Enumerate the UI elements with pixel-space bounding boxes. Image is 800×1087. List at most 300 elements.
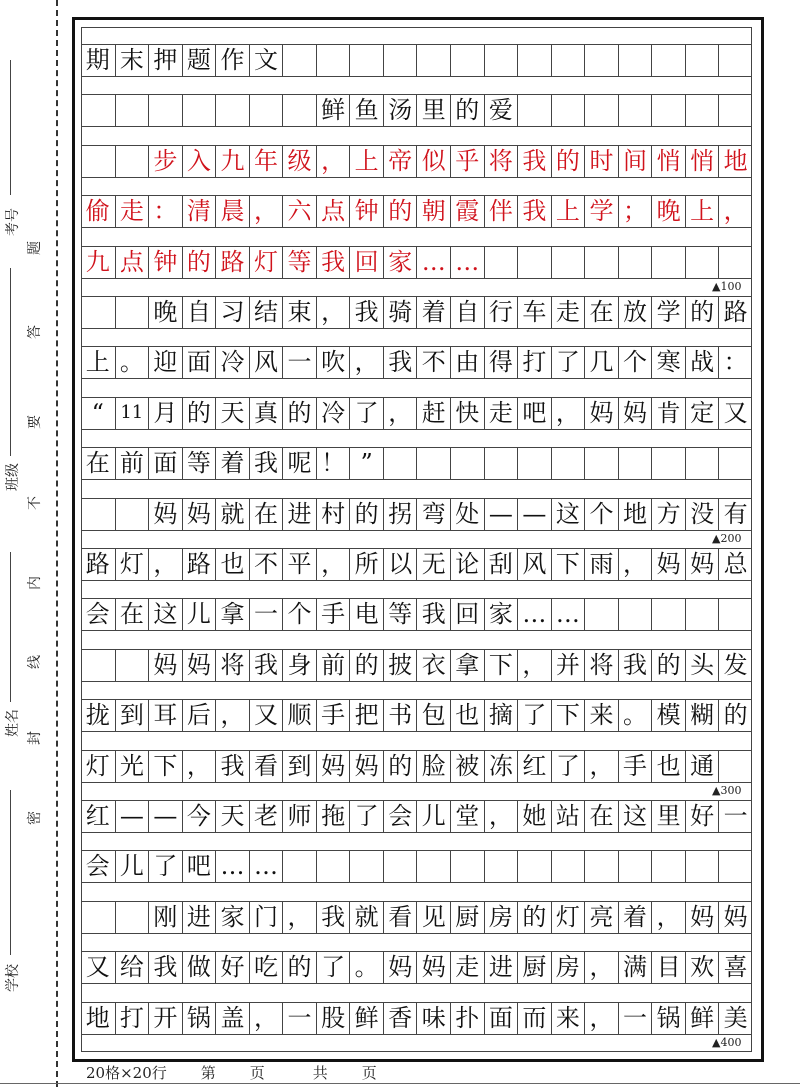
grid-cell: 末 [115, 45, 149, 76]
grid-cell [115, 650, 149, 681]
grid-cell: 路 [85, 550, 110, 578]
grid-cell: 车 [517, 297, 551, 328]
grid-cell [618, 851, 652, 882]
grid-cell: 披 [383, 650, 417, 681]
grid-cell [618, 599, 652, 630]
grid-cell: 行 [484, 297, 518, 328]
grid-cell: 以 [383, 549, 417, 580]
grid-row [81, 145, 752, 178]
grid-cell: 结 [249, 297, 283, 328]
grid-cell: 里 [416, 95, 450, 126]
grid-cell: 家 [484, 599, 518, 630]
grid-row [81, 901, 752, 934]
grid-cell: 的 [450, 95, 484, 126]
grid-cell: 悄 [651, 146, 685, 177]
grid-cell: 到 [282, 751, 316, 782]
grid-cell: 的 [651, 650, 685, 681]
grid-cell: 了 [551, 347, 585, 378]
composition-grid-frame [81, 27, 752, 1052]
grid-cell: 的 [718, 700, 752, 731]
grid-cell: 钟 [349, 196, 383, 227]
grid-cell: 方 [651, 499, 685, 530]
grid-cell: 股 [316, 1003, 350, 1034]
grid-cell: 又 [718, 398, 752, 429]
grid-cell: ， [182, 751, 216, 782]
grid-cell [517, 851, 551, 882]
grid-cell [651, 448, 685, 479]
grid-cell: 了 [517, 700, 551, 731]
grid-cell: 着 [215, 448, 249, 479]
grid-cell: 进 [484, 952, 518, 983]
grid-cell: 时 [584, 146, 618, 177]
grid-cell: 我 [249, 650, 283, 681]
grid-cell [618, 45, 652, 76]
grid-cell: 老 [249, 801, 283, 832]
grid-cell: 手 [316, 599, 350, 630]
grid-cell: 地 [618, 499, 652, 530]
grid-cell: ， [551, 398, 585, 429]
school-label: 学校 [5, 964, 21, 992]
grid-cell: 冻 [484, 751, 518, 782]
grid-cell [584, 599, 618, 630]
grid-cell: ， [349, 347, 383, 378]
grid-cell: 到 [115, 700, 149, 731]
grid-cell: 我 [416, 599, 450, 630]
grid-cell: — [517, 499, 551, 530]
grid-cell: 妈 [182, 499, 216, 530]
grid-cell: 前 [316, 650, 350, 681]
grid-cell: 发 [718, 650, 752, 681]
grid-cell [718, 247, 752, 278]
grid-cell [685, 448, 719, 479]
grid-cell: ， [584, 1003, 618, 1034]
school-underline [10, 790, 11, 955]
grid-cell: 通 [685, 751, 719, 782]
grid-cell: ， [148, 549, 182, 580]
grid-cell: 天 [215, 398, 249, 429]
grid-cell: 拿 [450, 650, 484, 681]
grid-cell [115, 297, 149, 328]
grid-cell [517, 95, 551, 126]
grid-cell [651, 247, 685, 278]
grid-cell: … [416, 247, 450, 278]
name-underline [10, 552, 11, 702]
grid-cell: 妈 [316, 751, 350, 782]
grid-cell [584, 247, 618, 278]
grid-cell: 鱼 [349, 95, 383, 126]
grid-cell: 家 [215, 902, 249, 933]
grid-cell: 并 [551, 650, 585, 681]
grid-cell [416, 851, 450, 882]
grid-cell [685, 45, 719, 76]
grid-cell: 冷 [215, 347, 249, 378]
grid-cell: 风 [517, 549, 551, 580]
grid-cell: 题 [182, 45, 216, 76]
name-label: 姓名 [5, 709, 21, 737]
grid-cell: 了 [349, 398, 383, 429]
grid-cell: 面 [148, 448, 182, 479]
grid-cell: 门 [249, 902, 283, 933]
grid-cell: 家 [383, 247, 417, 278]
grid-cell: 等 [383, 599, 417, 630]
grid-cell: 拢 [85, 701, 110, 730]
grid-cell [484, 851, 518, 882]
grid-cell: 妈 [651, 549, 685, 580]
grid-cell: 进 [282, 499, 316, 530]
grid-cell [450, 448, 484, 479]
grid-cell: 的 [182, 247, 216, 278]
grid-cell: 11 [115, 398, 149, 429]
grid-cell: 一 [282, 1003, 316, 1034]
grid-cell [115, 499, 149, 530]
grid-cell: 乎 [450, 146, 484, 177]
grid-cell: 就 [349, 902, 383, 933]
word-count-marker: ▲300 [712, 783, 742, 797]
grid-cell: … [215, 851, 249, 882]
grid-cell: 上 [85, 348, 110, 377]
grid-cell: 一 [618, 1003, 652, 1034]
grid-cell: 弯 [416, 499, 450, 530]
grid-cell [618, 247, 652, 278]
grid-cell: 满 [618, 952, 652, 983]
grid-cell: 锅 [651, 1003, 685, 1034]
grid-row [81, 498, 752, 531]
grid-cell: 站 [551, 801, 585, 832]
grid-cell: ， [316, 549, 350, 580]
grid-row [81, 397, 752, 430]
grid-cell: 给 [115, 952, 149, 983]
grid-cell [81, 902, 115, 933]
grid-cell: 了 [349, 801, 383, 832]
grid-cell: 上 [685, 196, 719, 227]
grid-cell: 在 [249, 499, 283, 530]
grid-cell: 了 [551, 751, 585, 782]
grid-cell: 的 [383, 751, 417, 782]
grid-cell: 寒 [651, 347, 685, 378]
grid-cell: 个 [618, 347, 652, 378]
grid-cell: 前 [115, 448, 149, 479]
grid-cell: 糊 [685, 700, 719, 731]
grid-cell: 而 [517, 1003, 551, 1034]
grid-cell [81, 499, 115, 530]
grid-cell: 快 [450, 398, 484, 429]
grid-cell: 手 [618, 751, 652, 782]
class-label: 班级 [5, 463, 21, 491]
grid-cell: 回 [349, 247, 383, 278]
grid-cell: 会 [383, 801, 417, 832]
grid-cell: 又 [249, 700, 283, 731]
grid-cell: 着 [416, 297, 450, 328]
grid-cell: 美 [718, 1003, 752, 1034]
grid-cell: ， [584, 751, 618, 782]
grid-cell: 上 [349, 146, 383, 177]
seal-char: 不 [27, 496, 43, 510]
grid-cell: 着 [618, 902, 652, 933]
seal-char: 答 [27, 325, 43, 339]
grid-cell: 头 [685, 650, 719, 681]
grid-cell: 我 [349, 297, 383, 328]
grid-cell: 帝 [383, 146, 417, 177]
grid-cell: 朝 [416, 196, 450, 227]
grid-cell: 的 [349, 650, 383, 681]
grid-cell: 香 [383, 1003, 417, 1034]
grid-cell: 。 [115, 347, 149, 378]
word-count-marker: ▲100 [712, 279, 742, 293]
grid-cell: ， [316, 146, 350, 177]
grid-cell: 六 [282, 196, 316, 227]
grid-cell: 骑 [383, 297, 417, 328]
grid-cell [551, 95, 585, 126]
grid-cell: 回 [450, 599, 484, 630]
grid-cell: 拖 [316, 801, 350, 832]
grid-cell: 将 [215, 650, 249, 681]
grid-cell: 妈 [349, 751, 383, 782]
grid-cell: ： [148, 196, 182, 227]
grid-cell: ， [316, 297, 350, 328]
grid-cell: 儿 [115, 851, 149, 882]
grid-cell: 面 [182, 347, 216, 378]
grid-cell: 又 [85, 953, 110, 982]
grid-cell: 妈 [685, 902, 719, 933]
grid-cell [416, 448, 450, 479]
grid-cell [517, 247, 551, 278]
grid-cell [718, 448, 752, 479]
grid-cell: 年 [249, 146, 283, 177]
grid-cell [450, 45, 484, 76]
grid-cell: 走 [551, 297, 585, 328]
grid-cell: 我 [383, 347, 417, 378]
grid-cell: 我 [249, 448, 283, 479]
grid-cell: 。 [618, 700, 652, 731]
grid-cell: ” [349, 448, 383, 479]
grid-cell [685, 851, 719, 882]
grid-cell: 妈 [416, 952, 450, 983]
grid-cell: 我 [215, 751, 249, 782]
grid-cell: 面 [484, 1003, 518, 1034]
grid-cell: 妈 [148, 499, 182, 530]
grid-cell: ； [618, 196, 652, 227]
seal-dashed-line [56, 0, 58, 1087]
sheet-footer [86, 1062, 411, 1083]
grid-cell: — [115, 801, 149, 832]
grid-cell [383, 448, 417, 479]
grid-cell: 她 [517, 801, 551, 832]
grid-cell: 村 [316, 499, 350, 530]
grid-cell: ： [718, 347, 752, 378]
grid-cell [81, 146, 115, 177]
grid-cell [651, 45, 685, 76]
grid-cell: 我 [517, 196, 551, 227]
grid-cell: 九 [215, 146, 249, 177]
grid-cell: 似 [416, 146, 450, 177]
grid-cell: 伴 [484, 196, 518, 227]
grid-cell: 等 [182, 448, 216, 479]
grid-cell: 一 [249, 599, 283, 630]
grid-cell: 房 [551, 952, 585, 983]
grid-cell [551, 851, 585, 882]
grid-cell: 了 [148, 851, 182, 882]
grid-cell: 打 [115, 1003, 149, 1034]
grid-cell [584, 448, 618, 479]
grid-cell [651, 851, 685, 882]
seal-char: 线 [27, 655, 43, 669]
grid-cell [349, 851, 383, 882]
grid-cell: 刚 [148, 902, 182, 933]
grid-cell: 看 [249, 751, 283, 782]
grid-cell [517, 448, 551, 479]
grid-cell [249, 95, 283, 126]
grid-cell: ， [484, 801, 518, 832]
grid-cell: ， [651, 902, 685, 933]
exam-number-underline [10, 60, 11, 195]
grid-cell: 得 [484, 347, 518, 378]
grid-cell [718, 751, 752, 782]
grid-cell: 将 [584, 650, 618, 681]
grid-cell: 在 [584, 801, 618, 832]
grid-cell: 一 [282, 347, 316, 378]
page-label: 第 [200, 1064, 216, 1082]
grid-cell: 晚 [651, 196, 685, 227]
grid-cell: 个 [584, 499, 618, 530]
grid-cell [718, 95, 752, 126]
grid-cell: “ [91, 398, 104, 427]
grid-cell: 妈 [148, 650, 182, 681]
grid-cell: 把 [349, 700, 383, 731]
grid-cell: ， [618, 549, 652, 580]
grid-cell: 总 [718, 549, 752, 580]
grid-cell: 味 [416, 1003, 450, 1034]
grid-cell: 在 [584, 297, 618, 328]
grid-cell: 会 [85, 600, 110, 629]
grid-row [81, 447, 752, 480]
grid-cell: 级 [282, 146, 316, 177]
exam-number-label: 考号 [5, 208, 21, 236]
grid-cell: 走 [450, 952, 484, 983]
grid-cell: 自 [182, 297, 216, 328]
grid-cell: 天 [215, 801, 249, 832]
grid-cell [81, 650, 115, 681]
grid-cell [215, 95, 249, 126]
grid-cell: … [551, 599, 585, 630]
grid-cell: 在 [115, 599, 149, 630]
grid-cell: 灯 [85, 751, 110, 780]
grid-cell: 这 [618, 801, 652, 832]
grid-cell: 拿 [215, 599, 249, 630]
grid-cell [484, 247, 518, 278]
grid-cell: 吧 [517, 398, 551, 429]
grid-cell: 打 [517, 347, 551, 378]
grid-cell: 这 [148, 599, 182, 630]
seal-char: 内 [27, 576, 43, 590]
grid-cell: 下 [148, 751, 182, 782]
grid-cell: 的 [383, 196, 417, 227]
grid-cell [416, 45, 450, 76]
grid-cell: 儿 [416, 801, 450, 832]
grid-cell: 就 [215, 499, 249, 530]
grid-cell: 喜 [718, 952, 752, 983]
grid-cell: 押 [148, 45, 182, 76]
grid-row [81, 44, 752, 77]
grid-cell: 进 [182, 902, 216, 933]
grid-cell [450, 851, 484, 882]
word-count-marker: ▲200 [712, 531, 742, 545]
grid-row [81, 800, 752, 833]
grid-cell [383, 851, 417, 882]
grid-cell: 吹 [316, 347, 350, 378]
grid-cell: 的 [551, 146, 585, 177]
grid-cell [618, 95, 652, 126]
word-count-marker: ▲400 [712, 1035, 742, 1049]
grid-row [81, 951, 752, 984]
grid-cell [685, 599, 719, 630]
grid-cell: 脸 [416, 751, 450, 782]
grid-cell: 平 [282, 549, 316, 580]
grid-cell: 地 [718, 146, 752, 177]
grid-cell: 。 [349, 952, 383, 983]
grid-cell: 肯 [651, 398, 685, 429]
grid-cell: 定 [685, 398, 719, 429]
grid-row [81, 548, 752, 581]
grid-cell: 自 [450, 297, 484, 328]
grid-cell: 学 [651, 297, 685, 328]
grid-cell: ， [383, 398, 417, 429]
grid-cell [551, 247, 585, 278]
grid-cell: ， [584, 952, 618, 983]
grid-cell: 妈 [718, 902, 752, 933]
grid-cell: 妈 [618, 398, 652, 429]
grid-cell: 风 [249, 347, 283, 378]
grid-cell: 束 [282, 297, 316, 328]
grid-cell: 学 [584, 196, 618, 227]
grid-cell: 地 [85, 1003, 110, 1032]
seal-char: 封 [27, 731, 43, 745]
grid-cell: 手 [316, 700, 350, 731]
grid-cell: 由 [450, 347, 484, 378]
grid-cell: ， [517, 650, 551, 681]
grid-cell: 妈 [182, 650, 216, 681]
grid-cell: 没 [685, 499, 719, 530]
grid-row [81, 346, 752, 379]
grid-cell [618, 448, 652, 479]
grid-cell [685, 95, 719, 126]
grid-row [81, 598, 752, 631]
grid-cell: 一 [718, 801, 752, 832]
grid-cell: 见 [416, 902, 450, 933]
grid-row [81, 750, 752, 783]
grid-cell: 冷 [316, 398, 350, 429]
grid-row [81, 195, 752, 228]
grid-cell: — [484, 499, 518, 530]
grid-cell: 今 [182, 801, 216, 832]
grid-cell: 呢 [282, 448, 316, 479]
grid-cell: 路 [718, 297, 752, 328]
grid-row [81, 296, 752, 329]
page-unit: 页 [249, 1064, 265, 1082]
grid-cell: 扑 [450, 1003, 484, 1034]
grid-cell: 论 [450, 549, 484, 580]
grid-cell: 月 [148, 398, 182, 429]
grid-cell: 耳 [148, 700, 182, 731]
grid-cell: 的 [282, 398, 316, 429]
grid-cell: 堂 [450, 801, 484, 832]
grid-cell: … [450, 247, 484, 278]
grid-cell [718, 45, 752, 76]
grid-cell: 也 [215, 549, 249, 580]
grid-cell: 的 [182, 398, 216, 429]
grid-cell: 儿 [182, 599, 216, 630]
grid-cell: ， [215, 700, 249, 731]
grid-cell [584, 95, 618, 126]
